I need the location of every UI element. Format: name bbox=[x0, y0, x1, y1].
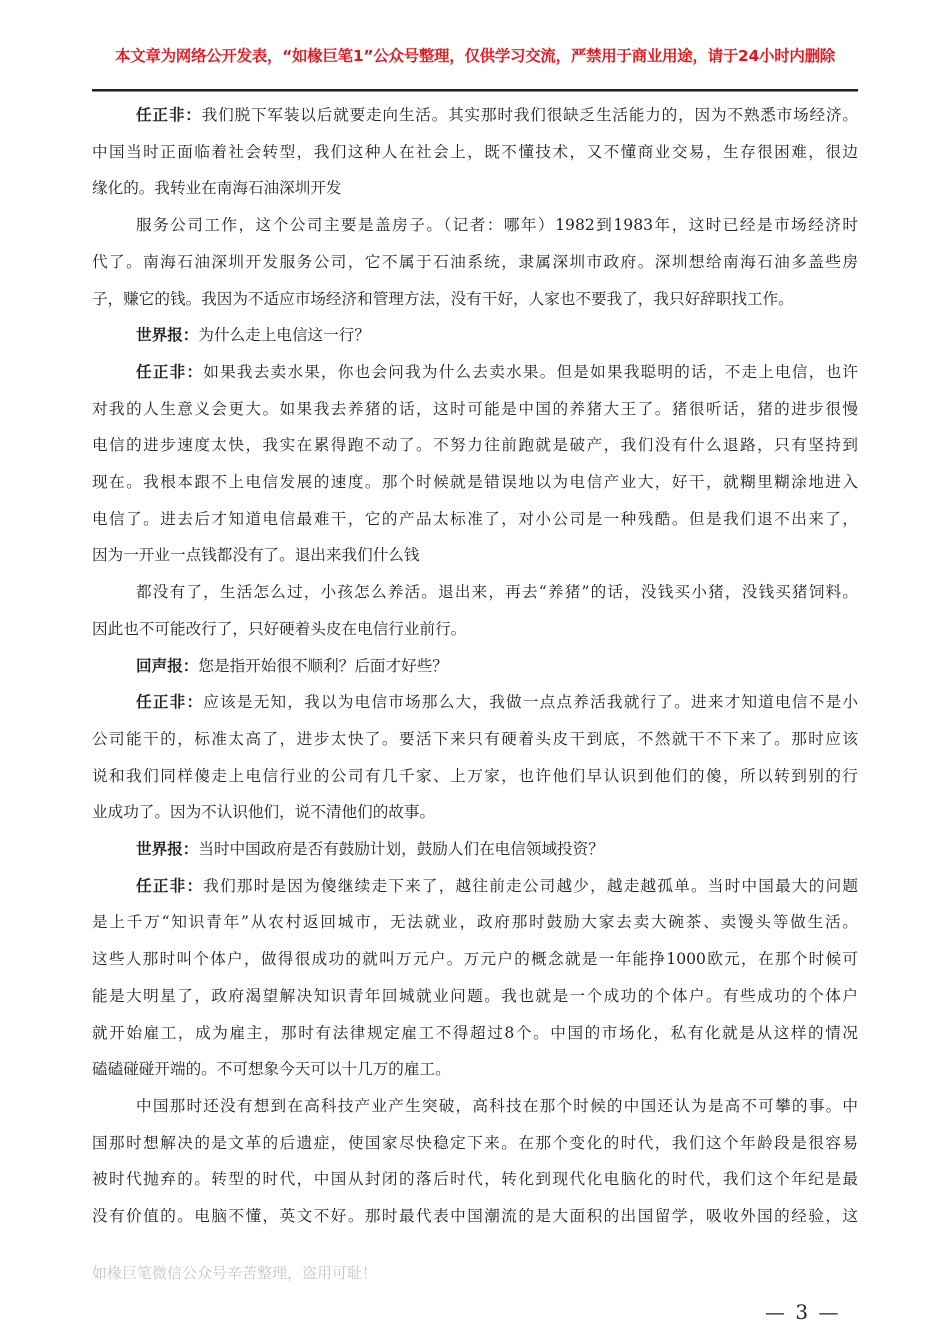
text-line bbox=[92, 170, 858, 207]
text-line bbox=[92, 721, 858, 758]
line-text: 当时中国政府是否有鼓励计划，鼓励人们在电信领域投资？ bbox=[198, 840, 604, 859]
line-text: 被时代抛弃的。转型的时代，中国从封闭的落后时代，转化到现代化电脑化的时代，我们这个年纪是最 bbox=[92, 1170, 858, 1189]
text-line bbox=[92, 1161, 858, 1198]
text-line bbox=[92, 1088, 858, 1125]
text-line bbox=[92, 1125, 858, 1162]
line-text: 中国那时还没有想到在高科技产业产生突破，高科技在那个时候的中国还认为是高不可攀的事。中 bbox=[136, 1096, 858, 1115]
text-line bbox=[92, 317, 858, 354]
line-text: 就开始雇工，成为雇主，那时有法律规定雇工不得超过8个。中国的市场化，私有化就是从这样的情况 bbox=[92, 1023, 858, 1042]
text-line bbox=[92, 1015, 858, 1052]
text-line bbox=[92, 648, 858, 685]
line-text: 是上千万“知识青年”从农村返回城市，无法就业，政府那时鼓励大家去卖大碗茶、卖馒头等做生活。 bbox=[92, 913, 858, 932]
text-line bbox=[92, 794, 858, 831]
text-line bbox=[92, 574, 858, 611]
speaker-label: 回声报： bbox=[136, 656, 199, 675]
line-text: 因为一开业一点钱都没有了。退出来我们什么钱 bbox=[92, 546, 420, 565]
line-text: 因此也不可能改行了，只好硬着头皮在电信行业前行。 bbox=[92, 619, 467, 638]
text-line bbox=[92, 464, 858, 501]
text-line bbox=[92, 134, 858, 171]
text-line bbox=[92, 391, 858, 428]
text-line bbox=[92, 281, 858, 318]
text-line bbox=[92, 684, 858, 721]
text-line bbox=[92, 501, 858, 538]
text-line bbox=[92, 244, 858, 281]
text-line bbox=[92, 1051, 858, 1088]
text-line bbox=[92, 1198, 858, 1235]
line-text: 缘化的。我转业在南海石油深圳开发 bbox=[92, 179, 342, 198]
speaker-label: 任正非： bbox=[136, 106, 202, 124]
text-line bbox=[92, 207, 858, 244]
line-text: 电信的进步速度太快，我实在累得跑不动了。不努力往前跑就是破产，我们没有什么退路，只有坚持到 bbox=[92, 436, 858, 455]
text-line bbox=[92, 427, 858, 464]
line-text: 子，赚它的钱。我因为不适应市场经济和管理方法，没有干好，人家也不要我了，我只好辞职找工作。 bbox=[92, 289, 794, 308]
text-line bbox=[92, 978, 858, 1015]
line-text: 没有价值的。电脑不懂，英文不好。那时最代表中国潮流的是大面积的出国留学，吸收外国的经验，这 bbox=[92, 1207, 858, 1226]
line-text: 磕磕碰碰开端的。不可想象今天可以十几万的雇工。 bbox=[92, 1060, 451, 1079]
line-text: 如果我去卖水果，你也会问我为什么去卖水果。但是如果我聪明的话，不走上电信，也许 bbox=[203, 362, 858, 381]
text-line bbox=[92, 831, 858, 868]
line-text: 公司能干的，标准太高了，进步太快了。要活下来只有硬着头皮干到底，不然就干不下来了。那时应该 bbox=[92, 729, 858, 748]
speaker-label: 任正非： bbox=[136, 693, 204, 712]
line-text: 我们那时是因为傻继续走下来了，越往前走公司越少，越走越孤单。当时中国最大的问题 bbox=[203, 876, 858, 895]
text-line bbox=[92, 758, 858, 795]
line-text: 我们脱下军装以后就要走向生活。其实那时我们很缺乏生活能力的，因为不熟悉市场经济。 bbox=[201, 106, 858, 124]
line-text: 说和我们同样傻走上电信行业的公司有几千家、上万家，也许他们早认识到他们的傻，所以转到别的行 bbox=[92, 766, 858, 785]
text-line bbox=[92, 611, 858, 648]
line-text: 为什么走上电信这一行？ bbox=[198, 326, 370, 345]
text-line bbox=[92, 354, 858, 391]
line-text: 应该是无知，我以为电信市场那么大，我做一点点养活我就行了。进来才知道电信不是小 bbox=[203, 693, 858, 712]
line-text: 能是大明星了，政府渴望解决知识青年回城就业问题。我也就是一个成功的个体户。有些成功的个体户 bbox=[92, 986, 858, 1005]
line-text: 业成功了。因为不认识他们，说不清他们的故事。 bbox=[92, 803, 436, 822]
watermark: 如椽巨笔微信公众号辛苦整理，盗用可耻！ bbox=[92, 1264, 378, 1282]
line-text: 都没有了，生活怎么过，小孩怎么养活。退出来，再去“养猪”的话，没钱买小猪，没钱买猪饲料。 bbox=[136, 583, 858, 602]
text-line bbox=[92, 941, 858, 978]
line-text: 这些人那时叫个体户，做得很成功的就叫万元户。万元户的概念就是一年能挣1000欧元，在那个时候可 bbox=[92, 950, 858, 969]
line-text: 电信了。进去后才知道电信最难干，它的产品太标准了，对小公司是一种残酷。但是我们退不出来了， bbox=[92, 509, 858, 528]
text-line bbox=[92, 537, 858, 574]
speaker-label: 世界报： bbox=[136, 840, 199, 859]
page-number: — 3 — bbox=[765, 1300, 841, 1324]
line-text: 您是指开始很不顺利？后面才好些？ bbox=[198, 656, 448, 675]
header-divider bbox=[92, 89, 858, 92]
speaker-label: 任正非： bbox=[136, 876, 204, 895]
line-text: 服务公司工作，这个公司主要是盖房子。（记者：哪年）1982到1983年，这时已经是市场经济时 bbox=[136, 216, 858, 235]
line-text: 国那时想解决的是文革的后遗症，使国家尽快稳定下来。在那个变化的时代，我们这个年龄段是很容易 bbox=[92, 1133, 858, 1152]
article-body bbox=[92, 97, 858, 1235]
text-line bbox=[92, 97, 858, 134]
line-text: 现在。我根本跟不上电信发展的速度。那个时候就是错误地以为电信产业大，好干，就糊里糊涂地进入 bbox=[92, 473, 858, 492]
speaker-label: 世界报： bbox=[136, 326, 199, 345]
copyright-notice: 本文章为网络公开发表，“如椽巨笔1”公众号整理，仅供学习交流，严禁用于商业用途，请于24小时内删除 bbox=[114, 47, 836, 65]
line-text: 中国当时正面临着社会转型，我们这种人在社会上，既不懂技术，又不懂商业交易，生存很困难，很边 bbox=[92, 142, 858, 161]
text-line bbox=[92, 904, 858, 941]
text-line bbox=[92, 868, 858, 905]
line-text: 对我的人生意义会更大。如果我去养猪的话，这时可能是中国的养猪大王了。猪很听话，猪的进步很慢 bbox=[92, 399, 858, 418]
speaker-label: 任正非： bbox=[136, 362, 204, 381]
line-text: 代了。南海石油深圳开发服务公司，它不属于石油系统，隶属深圳市政府。深圳想给南海石油多盖些房 bbox=[92, 252, 858, 271]
